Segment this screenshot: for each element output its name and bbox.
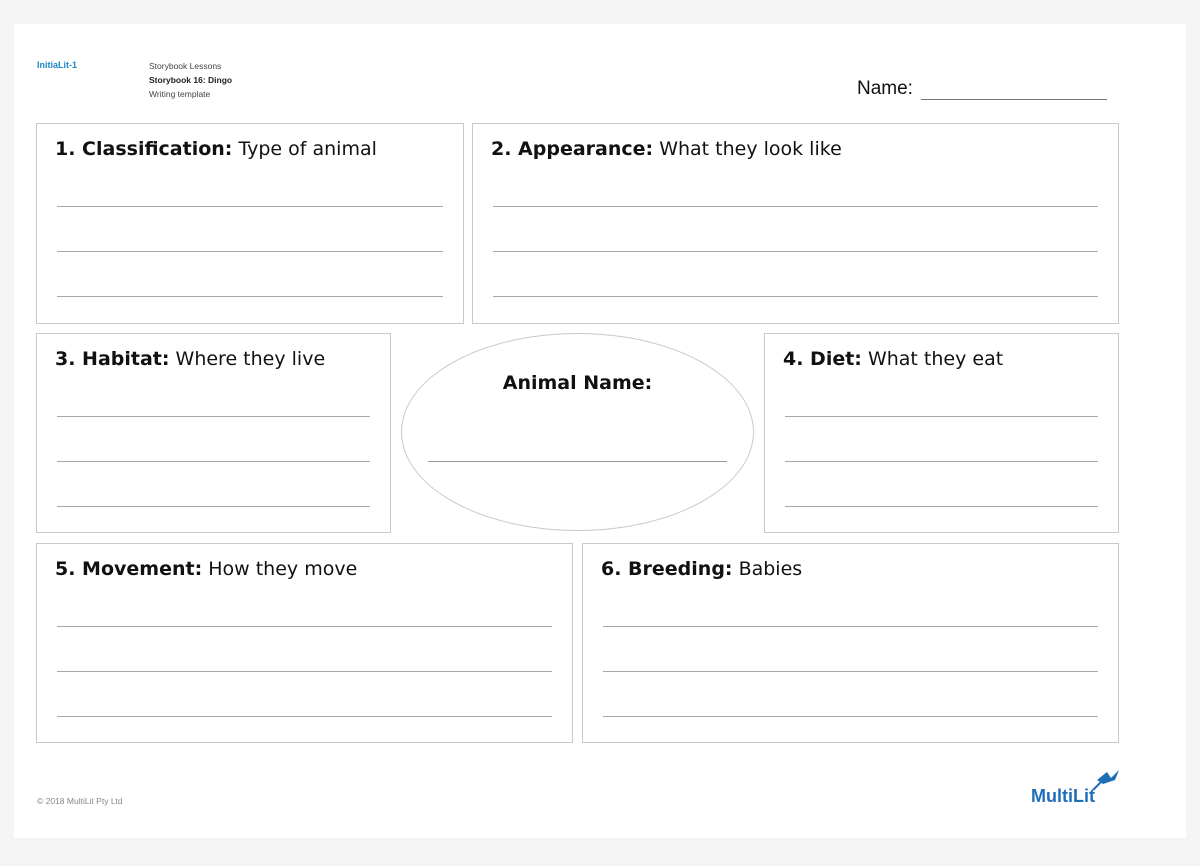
section-title [55, 348, 325, 370]
meta-storybook: Storybook 16: Dingo [149, 75, 233, 85]
animal-name-label: Animal Name: [502, 372, 653, 394]
multilit-logo [1031, 768, 1121, 812]
write-line[interactable] [57, 251, 443, 252]
meta-template: Writing template [149, 89, 211, 99]
section-label: 1. Classification: [55, 138, 233, 160]
section-diet [764, 333, 1119, 533]
name-write-line[interactable] [921, 81, 1107, 100]
copyright-notice: © 2018 MultiLit Pty Ltd [37, 796, 123, 806]
write-line[interactable] [785, 461, 1098, 462]
write-line[interactable] [57, 626, 552, 627]
section-title [601, 558, 802, 580]
section-description: What they eat [867, 348, 1004, 370]
section-label: 5. Movement: [55, 558, 203, 580]
brand-label: InitiaLit-1 [37, 60, 77, 70]
write-line[interactable] [493, 206, 1098, 207]
section-breeding [582, 543, 1119, 743]
write-line[interactable] [57, 296, 443, 297]
section-title [55, 558, 357, 580]
section-movement [36, 543, 573, 743]
write-line[interactable] [57, 416, 370, 417]
section-label: 2. Appearance: [491, 138, 654, 160]
section-title [55, 138, 377, 160]
section-description: How they move [208, 558, 358, 580]
write-line[interactable] [785, 506, 1098, 507]
write-line[interactable] [493, 251, 1098, 252]
student-name-field [857, 78, 1107, 100]
write-line[interactable] [603, 671, 1098, 672]
section-title [491, 138, 842, 160]
section-description: Type of animal [238, 138, 377, 160]
section-appearance [472, 123, 1119, 324]
section-label: 3. Habitat: [55, 348, 170, 370]
write-line[interactable] [493, 296, 1098, 297]
write-line[interactable] [57, 716, 552, 717]
section-title [783, 348, 1003, 370]
name-label: Name: [857, 78, 913, 99]
write-line[interactable] [57, 206, 443, 207]
section-classification [36, 123, 464, 324]
section-habitat [36, 333, 391, 533]
section-label: 4. Diet: [783, 348, 862, 370]
section-label: 6. Breeding: [601, 558, 733, 580]
write-line[interactable] [57, 461, 370, 462]
write-line[interactable] [57, 671, 552, 672]
write-line[interactable] [785, 416, 1098, 417]
section-description: What they look like [659, 138, 842, 160]
section-description: Where they live [175, 348, 326, 370]
logo-text: MultiLit [1031, 786, 1095, 806]
write-line[interactable] [603, 626, 1098, 627]
write-line[interactable] [603, 716, 1098, 717]
animal-name-oval [401, 333, 754, 531]
section-description: Babies [738, 558, 803, 580]
document-meta [149, 59, 232, 101]
animal-name-write-line[interactable] [428, 461, 727, 462]
write-line[interactable] [57, 506, 370, 507]
meta-series: Storybook Lessons [149, 61, 222, 71]
